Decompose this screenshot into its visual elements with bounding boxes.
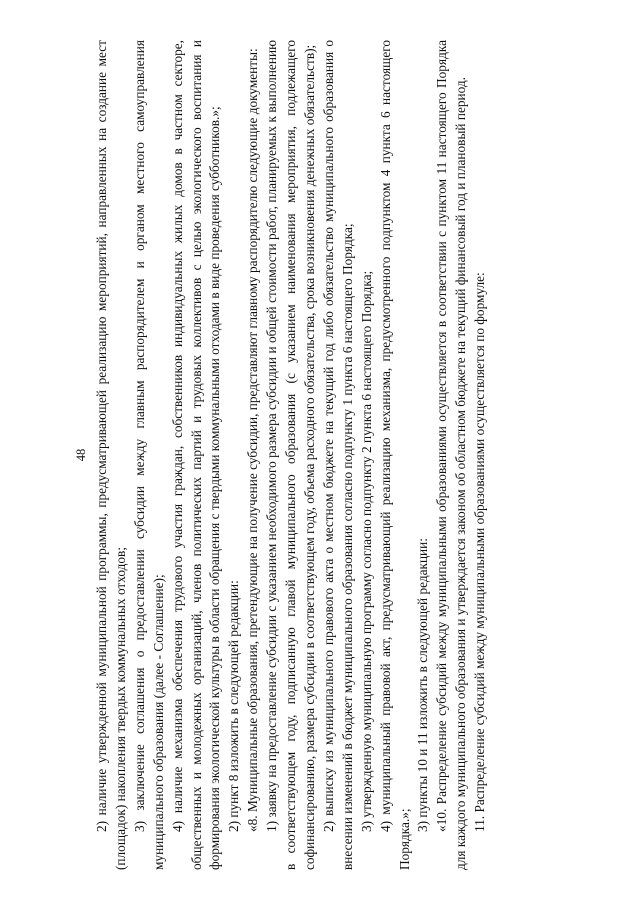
paragraph: 4) муниципальный правовой акт, предусматривающий реализацию механизма, предусмотренного подпунктом 4 пункта 6 настоящего Порядка.»;: [377, 40, 412, 870]
paragraph: 11. Распределение субсидий между муниципальными образованиями осуществляется по формуле:: [472, 272, 488, 832]
paragraph: «10. Распределение субсидий между муниципальными образованиями осуществляется в соответствии с пунктом 11 настоящего Порядка для каждого муниципального образования и утверждается законом об областном бюджете на текущий финансовый год и плановый период.: [434, 40, 469, 870]
paragraph: 3) утвержденную муниципальную программу согласно подпункту 2 пункта 6 настоящего Порядка;: [358, 270, 374, 832]
page-number: 48: [74, 448, 88, 462]
paragraph: 2) наличие утвержденной муниципальной программы, предусматривающей реализацию мероприятий, направленных на создание мест (площадок) накопления твердых коммунальных отходов;: [94, 40, 128, 870]
paragraph: 2) выписку из муниципального правового акта о местном бюджете на текущий год либо обязательство муниципального образования о внесении изменений в бюджет муниципального образования согласно подпункту 1 пункта 6 настоящего Порядка;: [320, 40, 355, 870]
paragraph: 4) наличие механизма обеспечения трудового участия граждан, собственников индивидуальных жилых домов в частном секторе, общественных и молодежных организаций, членов политических партий и трудовых коллективов с целью экологического воспитания и формирования экологической культуры в области обращения с твердыми коммунальными отходами в виде проведения субботников.»;: [169, 40, 223, 870]
paragraph: 3) пункты 10 и 11 изложить в следующей редакции:: [415, 538, 431, 832]
rotated-content: [65, 40, 565, 870]
paragraph: 3) заключение соглашения о предоставлении субсидии между главным распорядителем и органом местного самоуправления муниципального образования (далее - Соглашение);: [131, 40, 166, 870]
paragraph: 1) заявку на предоставление субсидии с указанием необходимого размера субсидии и общей стоимости работ, планируемых к выполнению в соответствующем году, подписанную главой муниципального образования (с указанием наименования мероприятия, подлежащего софинансированию, размера субсидии в соответствующем году, объема расходного обязательства, срока возникновения денежных обязательств);: [264, 40, 317, 870]
document-body: [93, 40, 490, 870]
paragraph: «8. Муниципальные образования, претендующие на получение субсидии, представляют главному распорядителю следующие документы:: [245, 48, 261, 832]
paragraph: 2) пункт 8 изложить в следующей редакции:: [226, 580, 242, 832]
